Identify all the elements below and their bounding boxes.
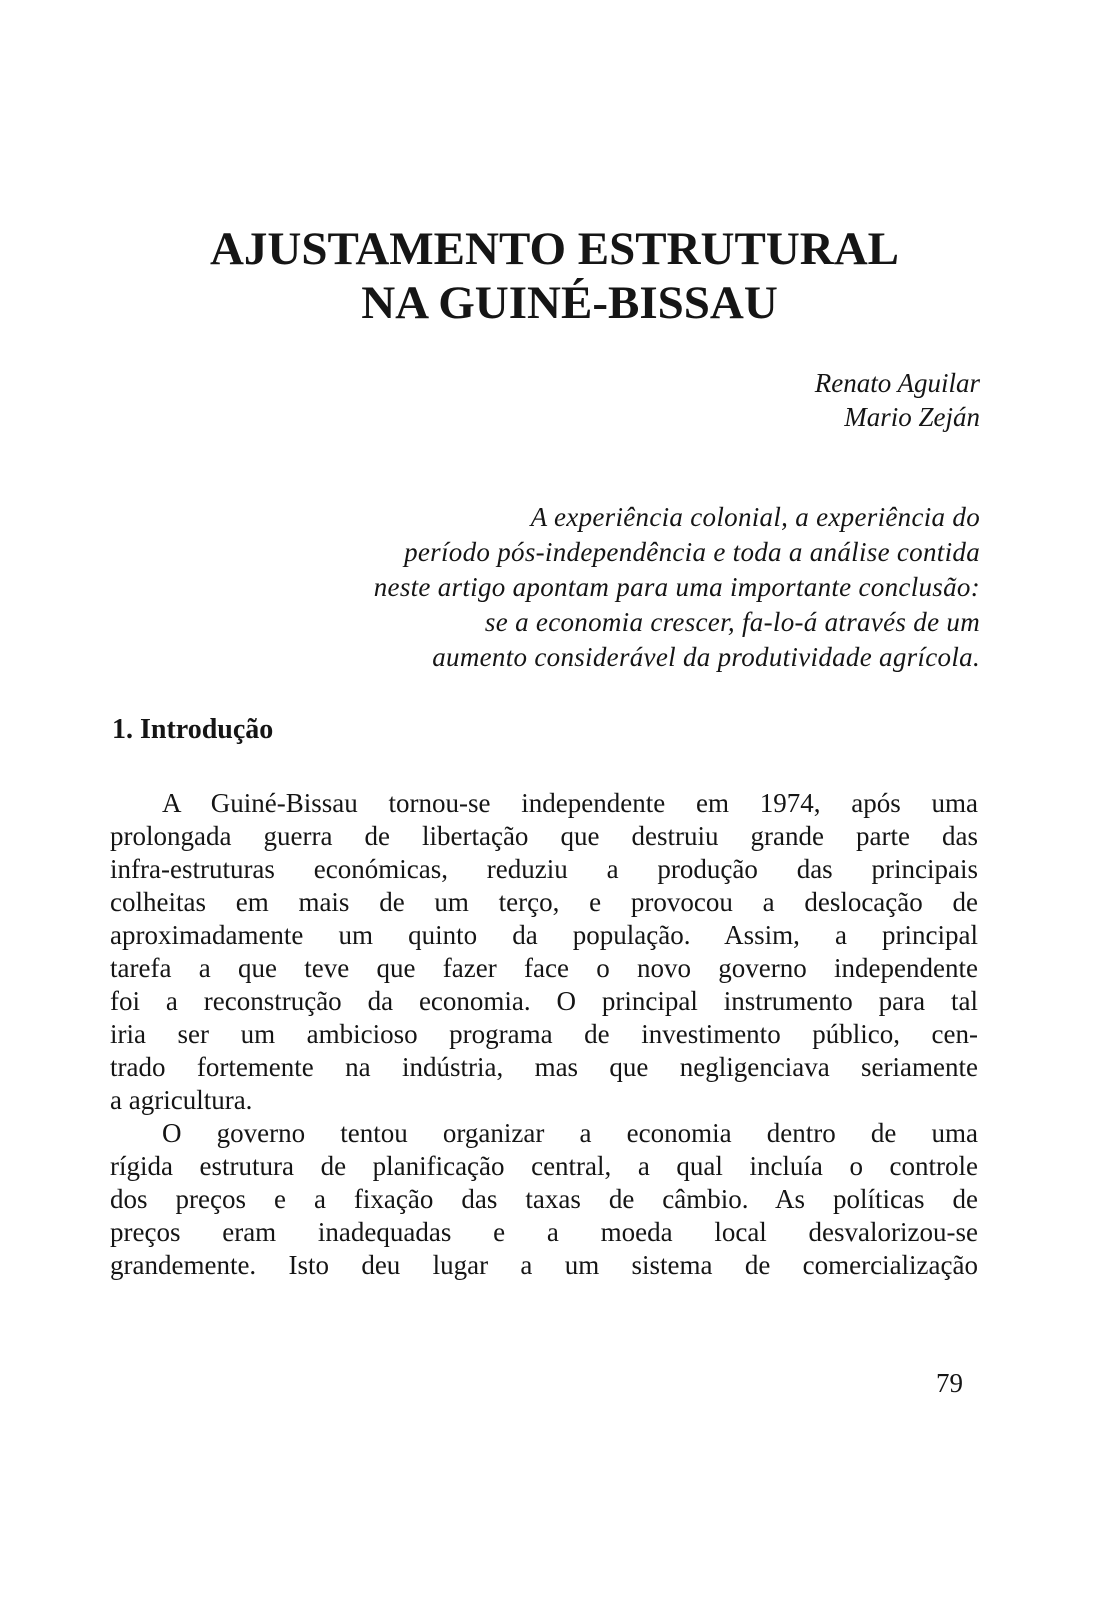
paragraph-line: infra-estruturas económicas, reduziu a produção das principais [110,854,978,884]
author-list [815,366,980,434]
epigraph-line: aumento considerável da produtividade agrícola. [432,642,980,672]
paragraph-line: colheitas em mais de um terço, e provocou a deslocação de [110,887,978,917]
paragraph-1 [110,787,978,1117]
paragraph-line: foi a reconstrução da economia. O principal instrumento para tal [110,986,978,1016]
paragraph-2 [110,1117,978,1282]
section-heading: 1. Introdução [112,714,274,745]
paragraph-line: O governo tentou organizar a economia dentro de uma [162,1118,978,1148]
title-line: NA GUINÉ-BISSAU [361,277,778,329]
title-line: AJUSTAMENTO ESTRUTURAL [209,223,900,275]
paragraph-line: prolongada guerra de libertação que destruiu grande parte das [110,821,978,851]
epigraph-line: A experiência colonial, a experiência do [530,502,980,532]
epigraph-line: período pós-independência e toda a análise contida [404,537,980,567]
paragraph-line: rígida estrutura de planificação central, a qual incluía o controle [110,1151,978,1181]
paragraph-line: tarefa a que teve que fazer face o novo governo independente [110,953,978,983]
epigraph [220,500,980,675]
paragraph-line: iria ser um ambicioso programa de investimento público, cen- [110,1019,978,1049]
article-title [0,222,1109,330]
paragraph-line: trado fortemente na indústria, mas que negligenciava seriamente [110,1052,978,1082]
epigraph-line: se a economia crescer, fa-lo-á através de um [484,607,980,637]
paragraph-line: dos preços e a fixação das taxas de câmbio. As políticas de [110,1184,978,1214]
paragraph-line: grandemente. Isto deu lugar a um sistema de comercialização [110,1250,978,1280]
epigraph-line: neste artigo apontam para uma importante conclusão: [373,572,980,602]
author-name: Renato Aguilar [814,368,980,398]
paragraph-line: aproximadamente um quinto da população. Assim, a principal [110,920,978,950]
paragraph-line: A Guiné-Bissau tornou-se independente em 1974, após uma [162,788,978,818]
paragraph-line: a agricultura. [110,1085,253,1115]
page-number: 79 [936,1368,963,1398]
body-text [110,787,978,1282]
paragraph-line: preços eram inadequadas e a moeda local desvalorizou-se [110,1217,978,1247]
author-name: Mario Zeján [844,402,980,432]
